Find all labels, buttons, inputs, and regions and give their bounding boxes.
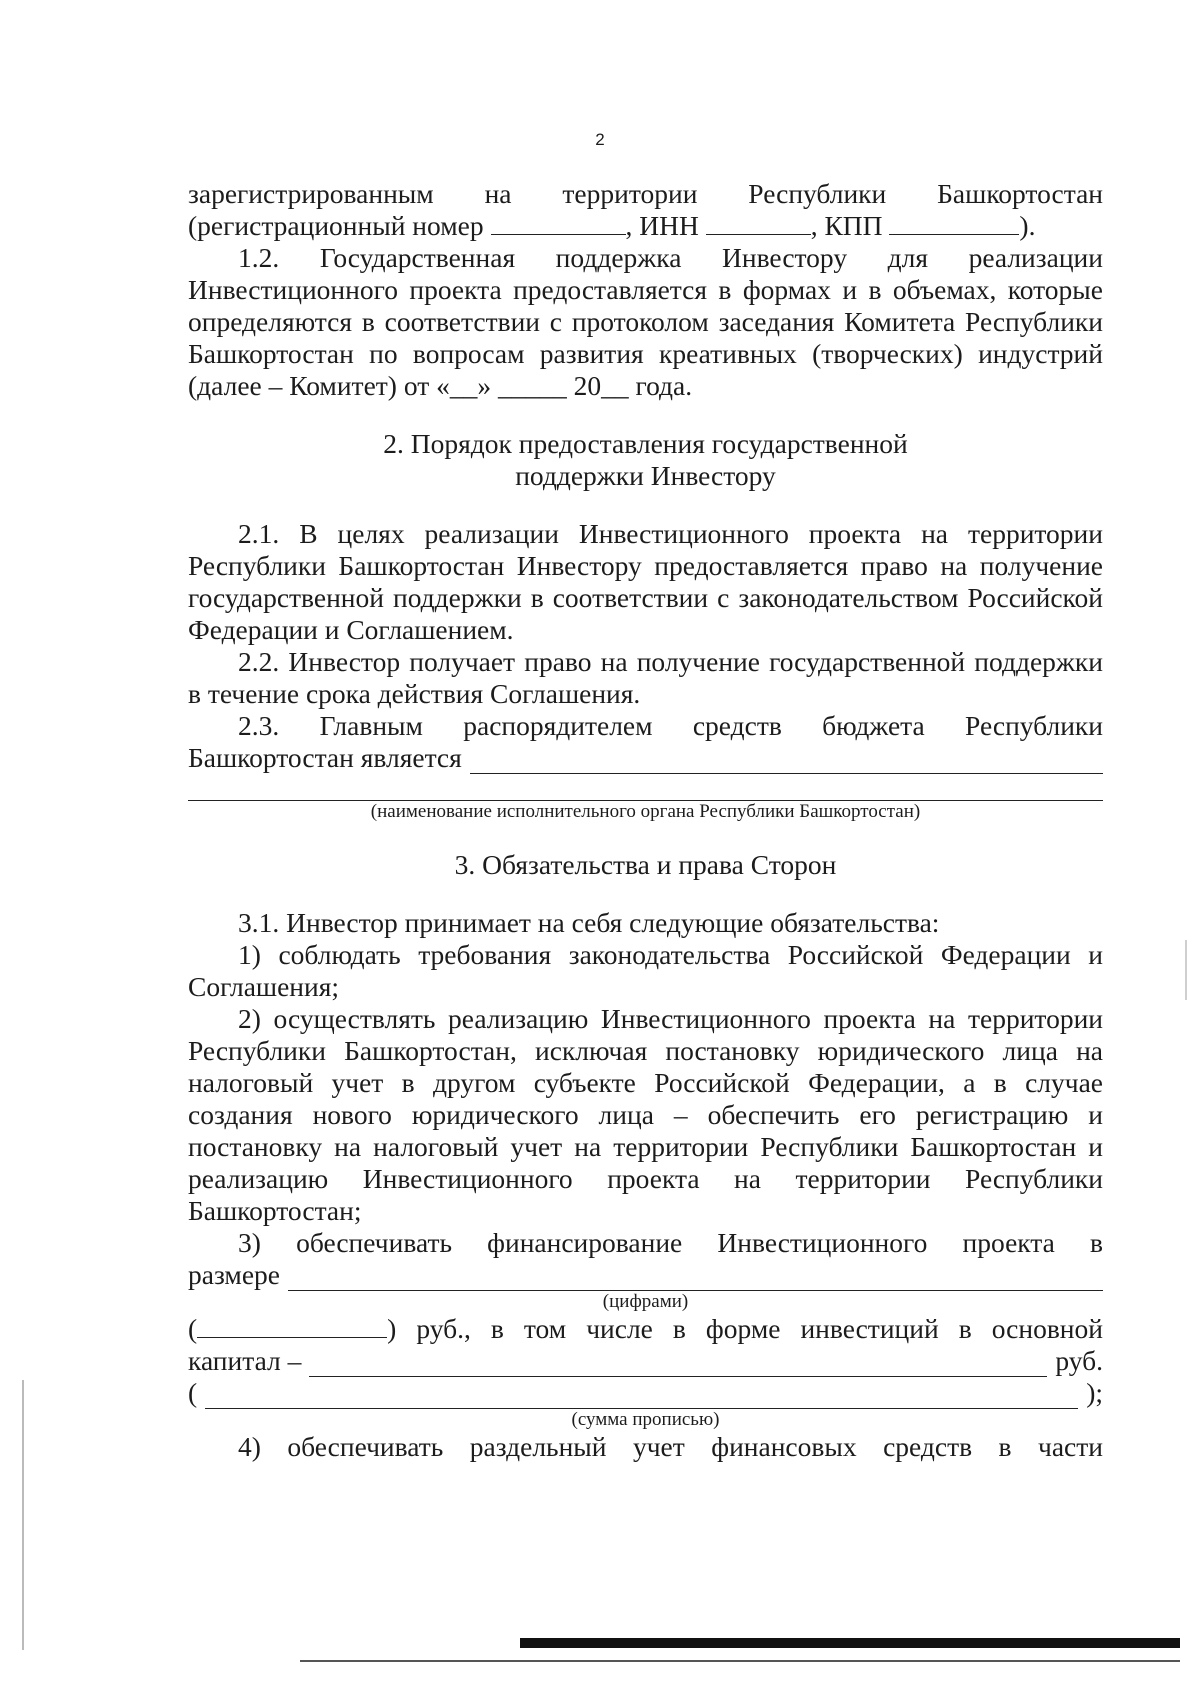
- paragraph-2-3-continuation: [188, 742, 1103, 774]
- scan-speck: [1185, 940, 1187, 1000]
- paragraph-2-3: 2.3. Главным распорядителем средств бюджета Республики: [238, 710, 1103, 741]
- kpp-blank: [889, 210, 1019, 235]
- amount-open-paren: (: [188, 1313, 198, 1344]
- capital-close-paren: );: [1086, 1377, 1103, 1408]
- section-2-title-line1: 2. Порядок предоставления государственной: [383, 428, 908, 459]
- amount-rub-text: ) руб., в том числе в форме инвестиций в основной: [387, 1313, 1103, 1344]
- registration-line: зарегистрированным на территории Республики Башкортостан: [188, 178, 1103, 209]
- reg-number-label: (регистрационный номер: [188, 210, 484, 241]
- kpp-label: , КПП: [810, 210, 883, 241]
- paragraph-2-1: 2.1. В целях реализации Инвестиционного проекта на территории Республики Башкортостан Инвестору предоставляется право на получение государственной поддержки в соответствии с законодательством Российской Федерации и Соглашением.: [188, 518, 1103, 645]
- capital-open-paren: (: [188, 1377, 198, 1408]
- reg-number-blank: [491, 210, 626, 235]
- obligation-item-1: 1) соблюдать требования законодательства Российской Федерации и Соглашения;: [188, 939, 1103, 1002]
- reg-suffix: ).: [1019, 210, 1036, 241]
- capital-words-row: [188, 1377, 1103, 1409]
- caption-digits: (цифрами): [602, 1291, 689, 1312]
- amount-digits-blank: [288, 1264, 1103, 1291]
- capital-row: [188, 1345, 1103, 1377]
- section-3-title: 3. Обязательства и права Сторон: [454, 849, 837, 880]
- obligation-item-4: 4) обеспечивать раздельный учет финансовых средств в части: [238, 1431, 1103, 1462]
- inn-label: , ИНН: [625, 210, 699, 241]
- caption-words: (сумма прописью): [571, 1409, 720, 1430]
- section-2-title-line2: поддержки Инвестору: [515, 460, 776, 491]
- org-name-blank-2: [188, 774, 1103, 801]
- obligation-item-2: 2) осуществлять реализацию Инвестиционного проекта на территории Республики Башкортостан, исключая постановку юридического лица на налоговый учет в другом субъекте Российской Федерации, а в случае создания нового юридического лица – обеспечить его регистрацию и постановку на налоговый учет на территории Республики Башкортостан и реализацию Инвестиционного проекта на территории Республики Башкортостан;: [188, 1003, 1103, 1226]
- document-body: [188, 178, 1103, 1463]
- amount-digits-row: [188, 1259, 1103, 1291]
- obligation-item-3: 3) обеспечивать финансирование Инвестиционного проекта в: [238, 1227, 1103, 1258]
- capital-rub: руб.: [1055, 1345, 1103, 1376]
- org-name-row-2: [188, 774, 1103, 801]
- scan-edge-bottom: [520, 1638, 1180, 1648]
- caption-org-name: (наименование исполнительного органа Республики Башкортостан): [370, 801, 921, 822]
- page-number: 2: [595, 130, 605, 149]
- paragraph-2-3-cont-text: Башкортостан является: [188, 742, 462, 773]
- paragraph-1-2: 1.2. Государственная поддержка Инвестору для реализации Инвестиционного проекта предоставляется в формах и в объемах, которые определяются в соответствии с протоколом заседания Комитета Республики Башкортостан по вопросам развития креативных (творческих) индустрий (далее – Комитет) от «__» _____ 20__ года.: [188, 242, 1103, 401]
- paragraph-3-1: 3.1. Инвестор принимает на себя следующие обязательства:: [238, 907, 940, 938]
- capital-words-blank: [205, 1382, 1078, 1409]
- capital-label: капитал –: [188, 1345, 302, 1376]
- scan-edge-bottom-thin: [300, 1660, 1180, 1662]
- scan-edge-left: [22, 1380, 24, 1650]
- capital-blank: [309, 1350, 1047, 1377]
- registration-fields: [188, 210, 1103, 242]
- paragraph-2-2: 2.2. Инвестор получает право на получение государственной поддержки в течение срока действия Соглашения.: [188, 646, 1103, 709]
- amount-words-blank: [197, 1313, 387, 1338]
- amount-words-row: [188, 1313, 1103, 1345]
- inn-blank: [706, 210, 811, 235]
- amount-size-label: размере: [188, 1259, 280, 1290]
- org-name-blank: [470, 747, 1103, 774]
